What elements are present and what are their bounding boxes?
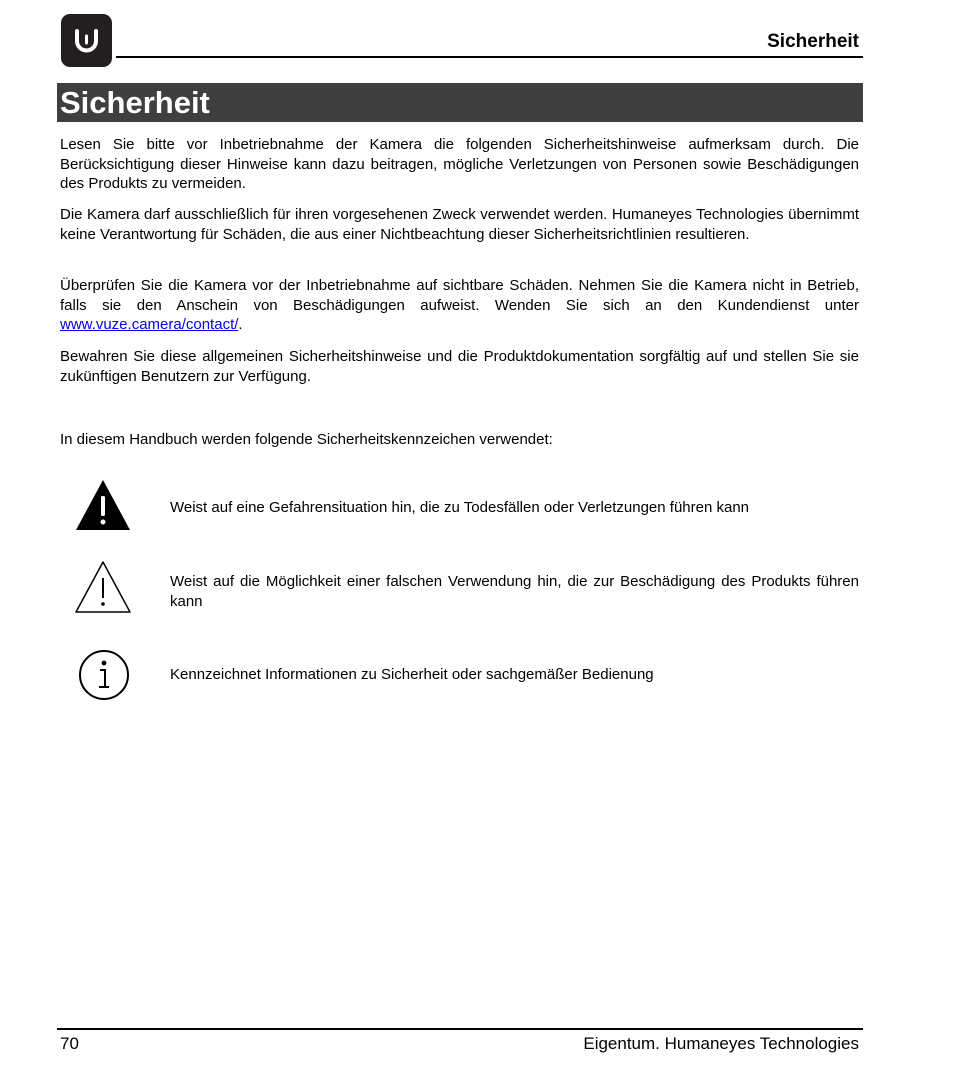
inspection-text: Überprüfen Sie die Kamera vor der Inbetriebnahme auf sichtbare Schäden. Nehmen Sie die Kamera nicht in Betrieb, falls sie den Anschein von Beschädigungen aufweist. Wenden Sie sich an den Kundendienst unter: [60, 277, 859, 314]
inspection-paragraph: [60, 276, 859, 335]
section-title-bar: [57, 83, 863, 122]
header-title: Sicherheit: [767, 31, 859, 52]
danger-warning-icon: [74, 476, 132, 534]
footer-divider: [57, 1028, 863, 1030]
inspection-text-end: .: [238, 316, 243, 333]
caution-warning-text: Weist auf die Möglichkeit einer falschen Verwendung hin, die zur Beschädigung des Produkts führen kann: [170, 573, 859, 610]
vuze-logo-icon: [61, 14, 112, 67]
header-divider: [116, 56, 863, 58]
danger-warning-text: Weist auf eine Gefahrensituation hin, die zu Todesfällen oder Verletzungen führen kann: [170, 499, 750, 516]
footer-owner: Eigentum. Humaneyes Technologies: [583, 1034, 859, 1053]
info-icon: [74, 645, 132, 703]
section-title: Sicherheit: [60, 85, 210, 120]
storage-paragraph: Bewahren Sie diese allgemeinen Sicherheitshinweise und die Produktdokumentation sorgfältig auf und stellen Sie sie zukünftigen Benutzern zur Verfügung.: [60, 348, 859, 385]
intro-paragraph: Lesen Sie bitte vor Inbetriebnahme der Kamera die folgenden Sicherheitshinweise aufmerksam durch. Die Berücksichtigung dieser Hinweise kann dazu beitragen, mögliche Verletzungen von Personen sowie Beschädigungen des Produkts zu vermeiden.: [60, 136, 859, 192]
caution-warning-icon: [74, 558, 132, 616]
contact-link[interactable]: www.vuze.camera/contact/: [60, 316, 239, 333]
responsibility-paragraph: Die Kamera darf ausschließlich für ihren vorgesehenen Zweck verwendet werden. Humaneyes Technologies übernimmt keine Verantwortung für Schäden, die aus einer Nichtbeachtung dieser Sicherheitsrichtlinien resultieren.: [60, 206, 859, 243]
symbols-intro: In diesem Handbuch werden folgende Sicherheitskennzeichen verwendet:: [60, 431, 553, 448]
page-number: 70: [60, 1034, 79, 1053]
info-text: Kennzeichnet Informationen zu Sicherheit oder sachgemäßer Bedienung: [170, 666, 654, 683]
